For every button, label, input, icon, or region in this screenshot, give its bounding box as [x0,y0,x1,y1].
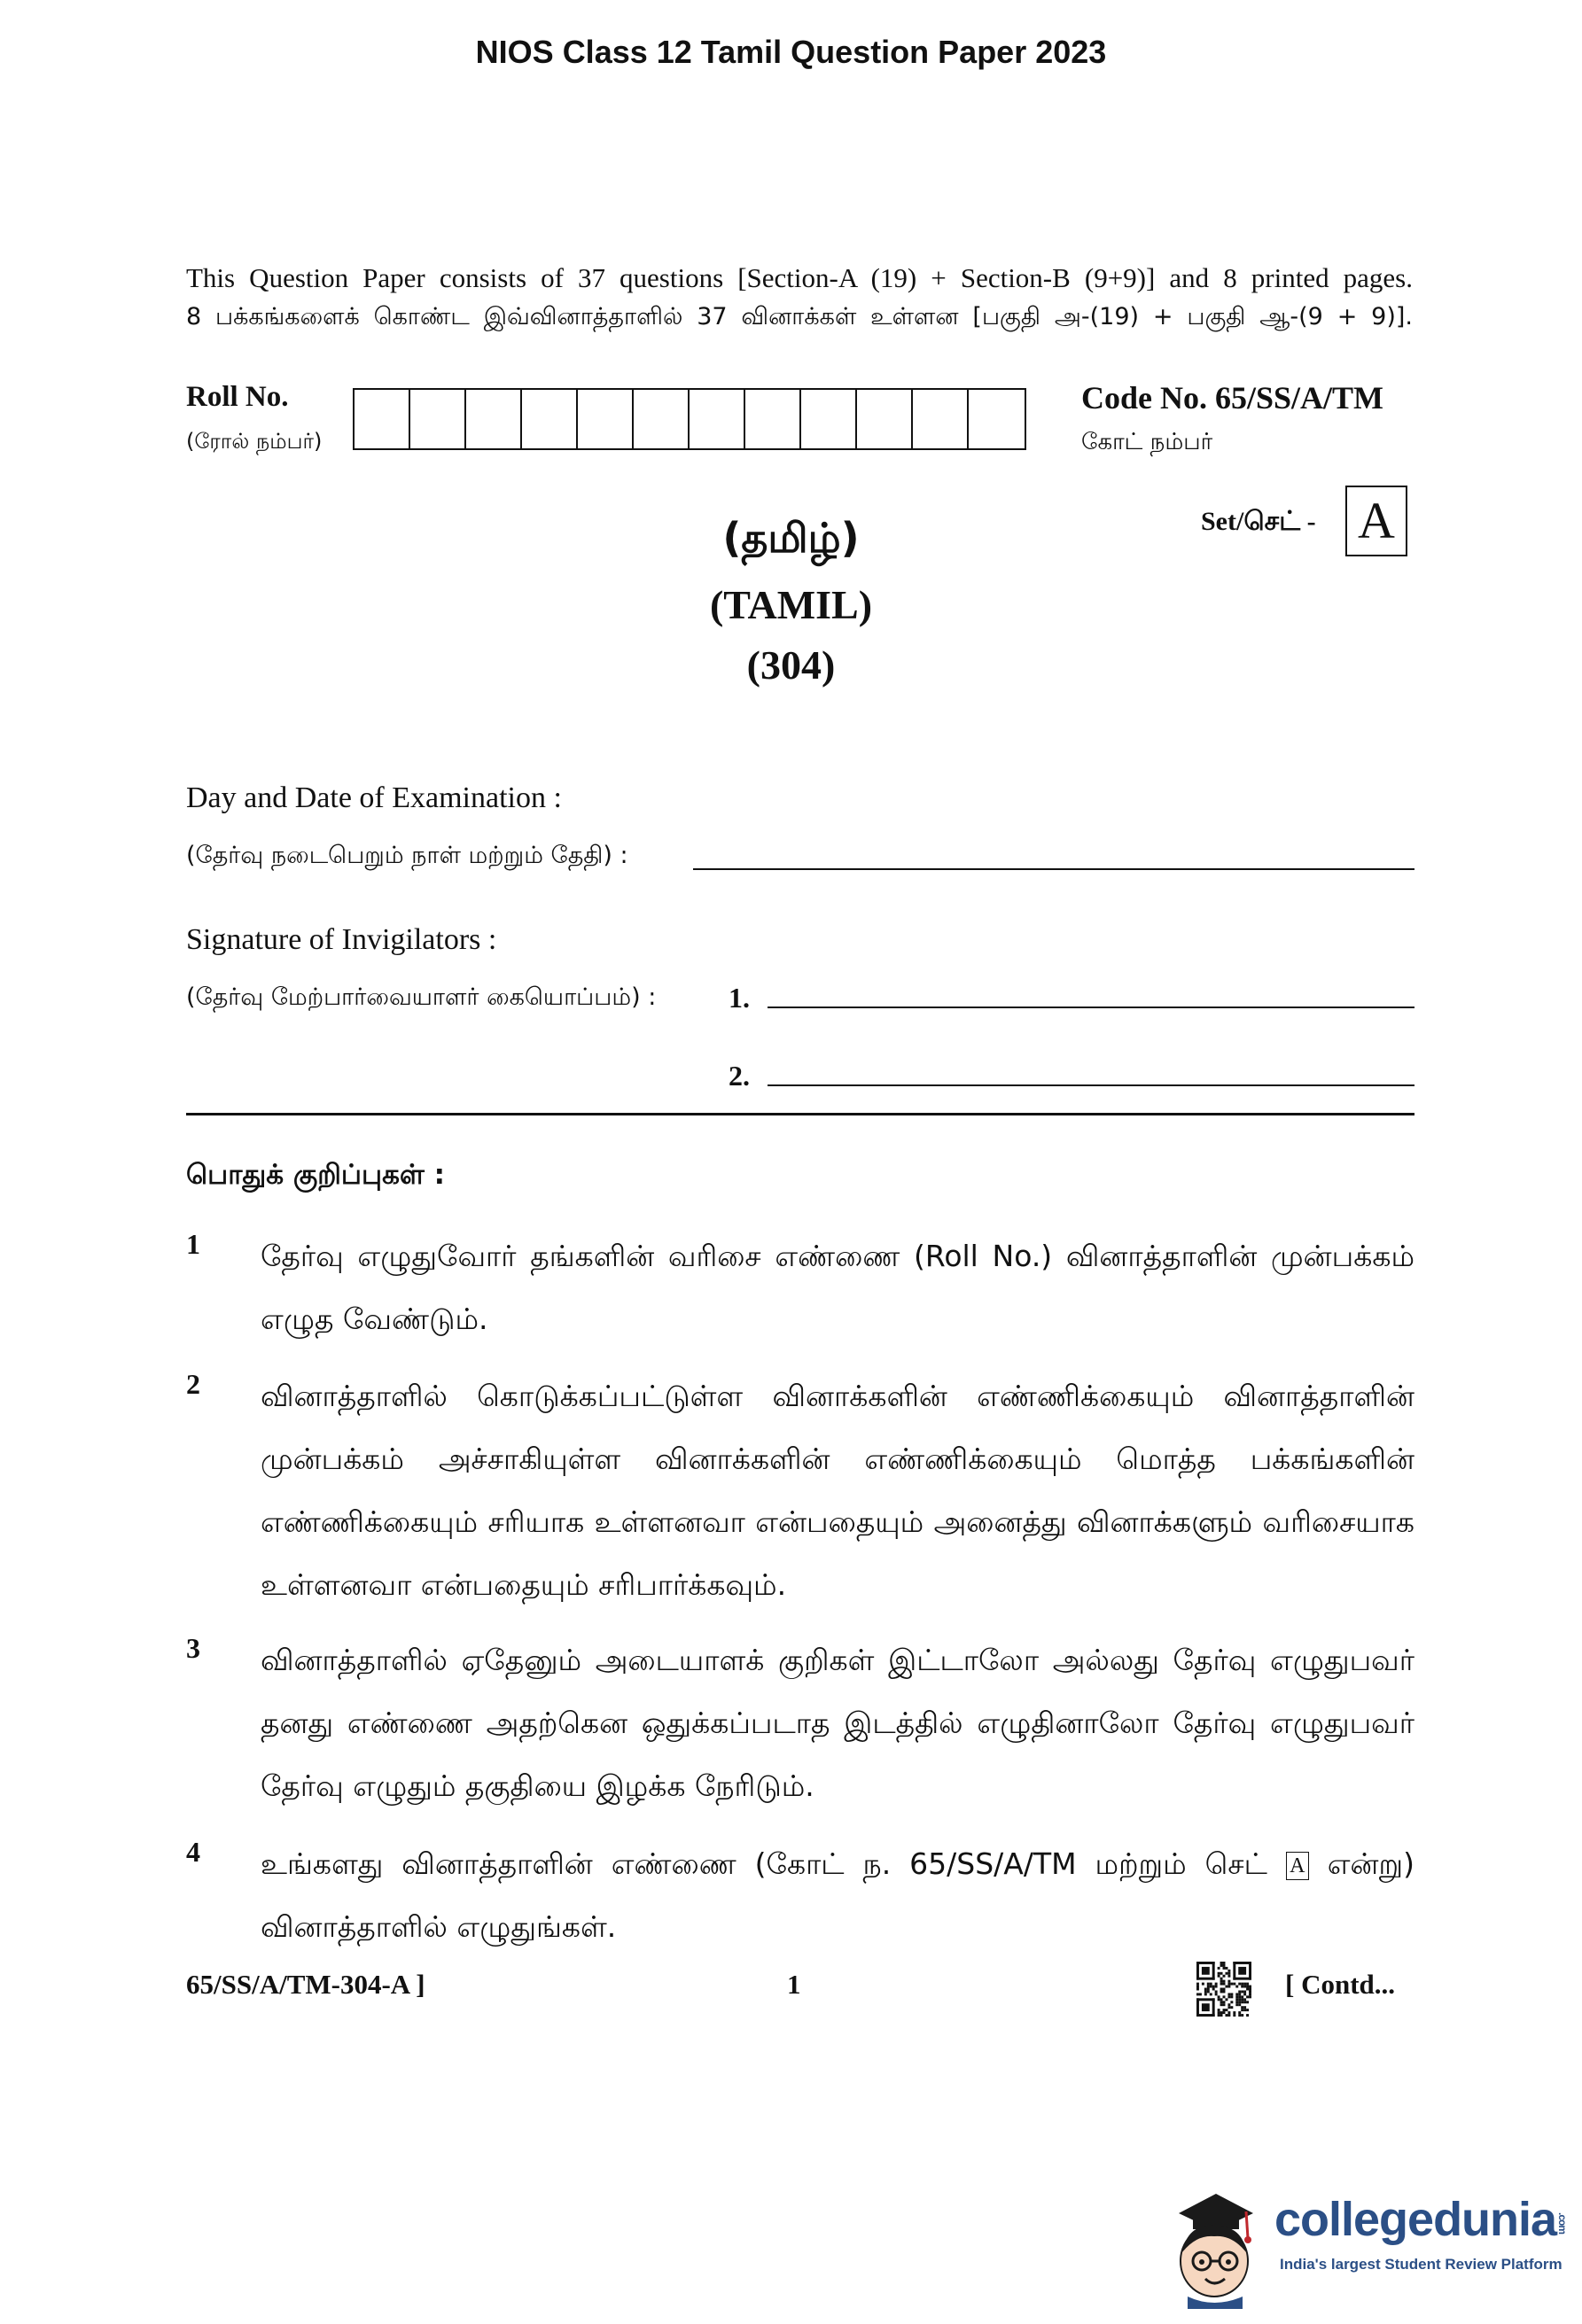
brand-tagline: India's largest Student Review Platform [1280,2256,1563,2273]
roll-number-box[interactable] [466,390,522,448]
subject-code: (304) [746,642,836,688]
roll-number-boxes[interactable] [353,388,1026,450]
subject-english: (TAMIL) [709,582,873,627]
roll-number-box[interactable] [801,390,857,448]
collegedunia-logo [1161,2176,1569,2309]
invigilator-signature-label: Signature of Invigilators : [186,923,497,956]
instructions-heading: பொதுக் குறிப்புகள் : [186,1159,446,1191]
roll-number-box[interactable] [913,390,969,448]
instruction-text: தேர்வு எழுதுவோர் தங்களின் வரிசை எண்ணை (Roll No.) வினாத்தாளின் முன்பக்கம் எழுத வேண்டும். [261,1239,1414,1336]
qr-code-icon [1196,1962,1251,2017]
page-number: 1 [787,1969,801,2000]
roll-number-box[interactable] [857,390,913,448]
section-divider [186,1113,1414,1115]
exam-date-label-tamil: (தேர்வு நடைபெறும் நாள் மற்றும் தேதி) : [186,842,628,869]
roll-number-label: Roll No. [186,381,289,413]
roll-number-box[interactable] [355,390,410,448]
brand-domain: .com [1556,2211,1570,2234]
brand-name-text: collegedunia [1274,2193,1557,2246]
invigilator-signature-label-tamil: (தேர்வு மேற்பார்வையாளர் கையொப்பம்) : [186,983,657,1011]
signature-field-2[interactable] [768,1084,1414,1086]
instruction-text: வினாத்தாளில் ஏதேனும் அடையாளக் குறிகள் இட்டாலோ அல்லது தேர்வு எழுதுபவர் தனது எண்ணை அதற்கென ஒதுக்கப்படாத இடத்தில் எழுதினாலோ தேர்வு எழுதுபவர் தேர்வு எழுதும் தகுதியை இழக்க நேரிடும். [261,1643,1414,1803]
signature-number-1: 1. [729,982,750,1014]
roll-number-box[interactable] [410,390,466,448]
instruction-number: 2 [186,1368,200,1400]
code-number-tamil: கோட் நம்பர் [1081,429,1213,455]
instruction-number: 3 [186,1632,200,1664]
instruction-text-part-2: என்று) வினாத்தாளில் எழுதுங்கள். [261,1846,1414,1944]
footer-continued: [ Contd... [1285,1969,1396,2000]
signature-field-1[interactable] [768,1007,1414,1008]
roll-number-box[interactable] [745,390,801,448]
paper-info-tamil: 8 பக்கங்களைக் கொண்ட இவ்வினாத்தாளில் 37 வினாக்கள் உள்ளன [பகுதி அ-(19) + பகுதி ஆ-(9 + 9)]. [186,303,1413,330]
instruction-number: 1 [186,1228,200,1260]
roll-number-box[interactable] [522,390,578,448]
instruction-number: 4 [186,1836,200,1868]
set-box-inline: A [1286,1852,1309,1880]
roll-number-box[interactable] [578,390,634,448]
set-value-box: A [1345,486,1407,556]
exam-date-field[interactable] [693,868,1414,870]
instruction-text [261,1832,1414,1958]
roll-number-label-tamil: (ரோல் நம்பர்) [186,429,323,454]
exam-date-label: Day and Date of Examination : [186,781,562,814]
instruction-text-part-1: உங்களது வினாத்தாளின் எண்ணை (கோட் ந. 65/SS/A/TM மற்றும் செட் [261,1846,1267,1881]
instruction-text: வினாத்தாளில் கொடுக்கப்பட்டுள்ள வினாக்களின் எண்ணிக்கையும் வினாத்தாளின் முன்பக்கம் அச்சாகியுள்ள வினாக்களின் எண்ணிக்கையும் மொத்த பக்கங்களின் எண்ணிக்கையும் சரியாக உள்ளனவா என்பதையும் அனைத்து வினாக்களும் வரிசையாக உள்ளனவா என்பதையும் சரிபார்க்கவும். [261,1379,1414,1602]
paper-info-english: This Question Paper consists of 37 questions [Section-A (19) + Section-B (9+9)] and 8 printed pages. [186,262,1413,293]
subject-tamil: (தமிழ்) [722,514,860,562]
roll-number-box[interactable] [969,390,1025,448]
mascot-icon [1161,2176,1267,2309]
footer-paper-code: 65/SS/A/TM-304-A ] [186,1969,425,2000]
roll-number-box[interactable] [690,390,745,448]
roll-number-box[interactable] [634,390,690,448]
set-label: Set/செட் - [1201,507,1316,536]
code-number: Code No. 65/SS/A/TM [1081,380,1384,416]
signature-number-2: 2. [729,1060,750,1092]
brand-name [1274,2192,1569,2247]
document-title: NIOS Class 12 Tamil Question Paper 2023 [475,34,1107,70]
